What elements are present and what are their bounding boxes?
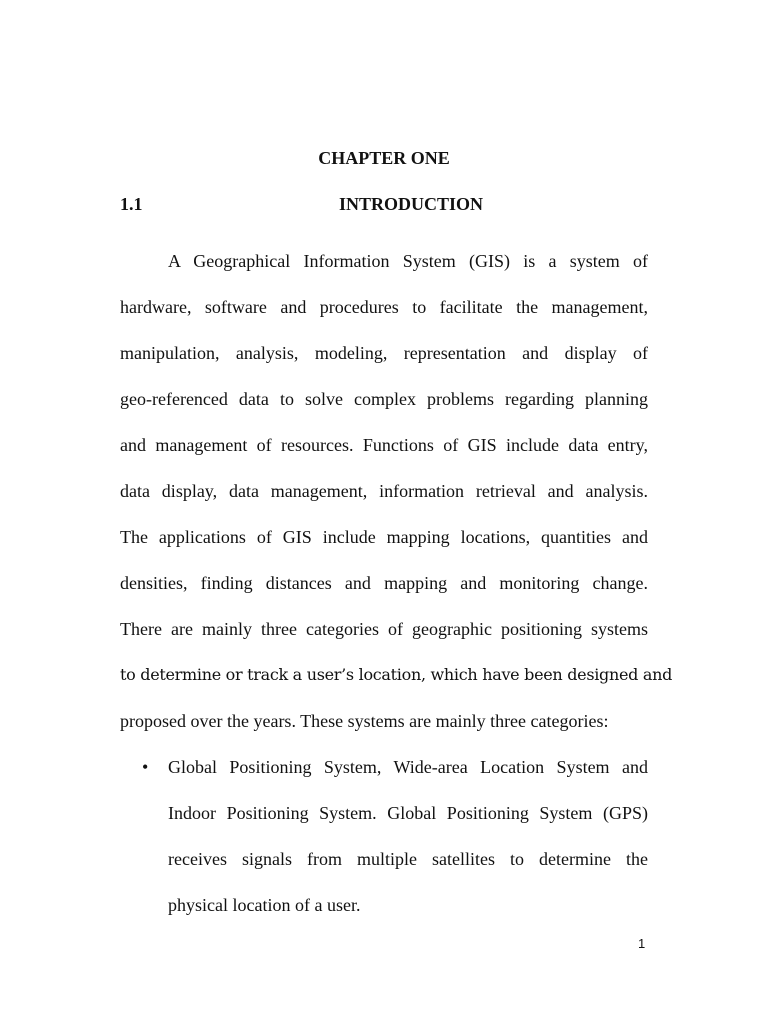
chapter-title: CHAPTER ONE (318, 148, 450, 168)
paragraph-line: A Geographical Information System (GIS) is a system of (168, 251, 648, 271)
paragraph-line: data display, data management, information retrieval and analysis. (120, 481, 648, 501)
paragraph-line: densities, finding distances and mapping and monitoring change. (120, 573, 648, 593)
page-number: 1 (638, 936, 646, 951)
bullet-list-item (168, 744, 648, 928)
paragraph-line: and management of resources. Functions of GIS include data entry, (120, 435, 648, 455)
paragraph-line: geo-referenced data to solve complex problems regarding planning (120, 389, 648, 409)
section-title: INTRODUCTION (338, 194, 484, 214)
bullet-icon: • (142, 757, 149, 777)
bullet-line: receives signals from multiple satellites to determine the (168, 849, 648, 869)
paragraph-line: There are mainly three categories of geographic positioning systems (120, 619, 648, 639)
paragraph-line: hardware, software and procedures to facilitate the management, (120, 297, 648, 317)
paragraph-line: The applications of GIS include mapping locations, quantities and (120, 527, 648, 547)
intro-paragraph (120, 238, 673, 744)
bullet-line: Global Positioning System, Wide-area Location System and (168, 757, 648, 777)
paragraph-line: to determine or track a user’s location, which have been designed and (120, 665, 673, 684)
bullet-line: physical location of a user. (168, 895, 361, 915)
section-number: 1.1 (120, 194, 143, 214)
paragraph-line: manipulation, analysis, modeling, representation and display of (120, 343, 648, 363)
paragraph-line: proposed over the years. These systems are mainly three categories: (120, 711, 609, 731)
bullet-line: Indoor Positioning System. Global Positioning System (GPS) (168, 803, 648, 823)
